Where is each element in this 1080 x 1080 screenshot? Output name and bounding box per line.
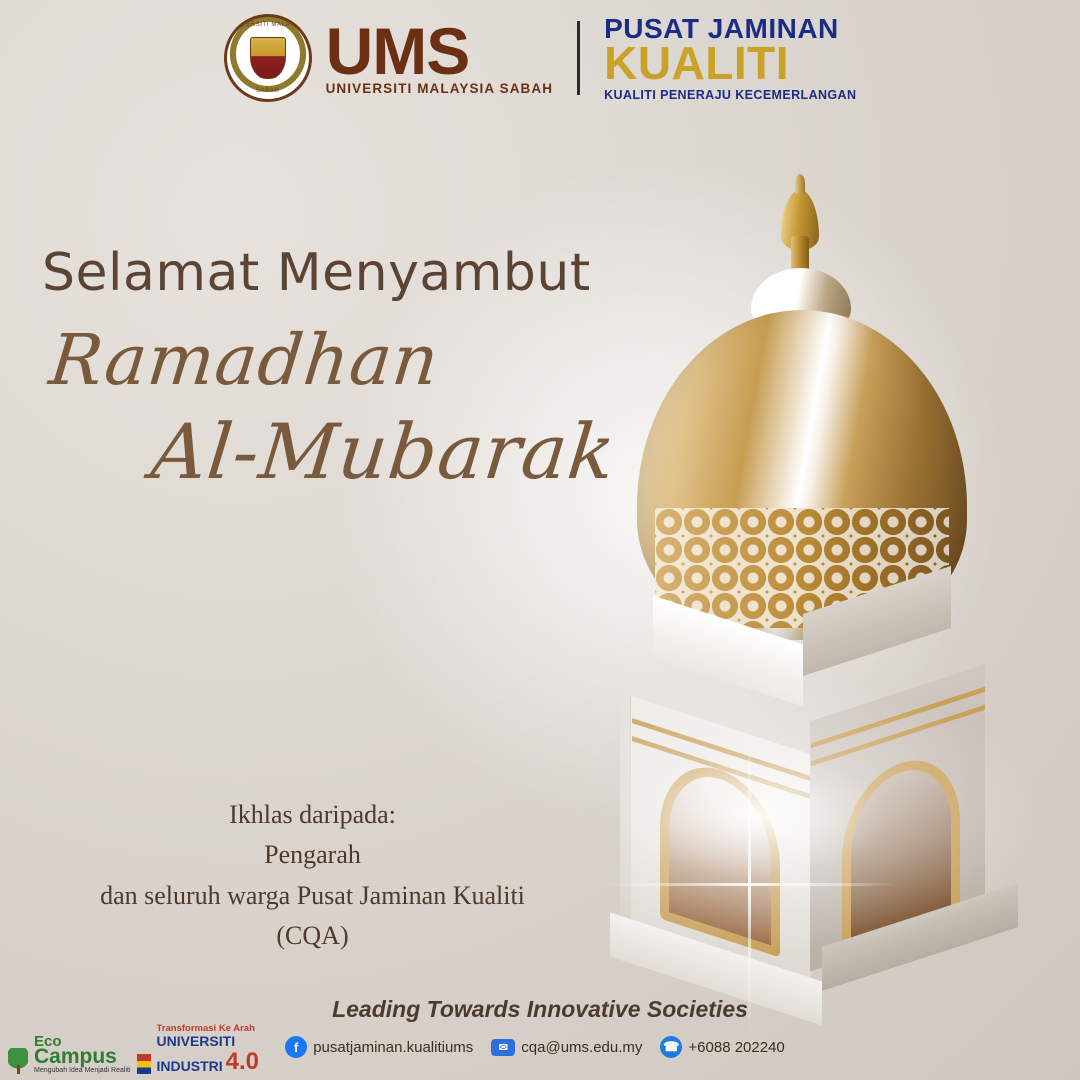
contact-facebook[interactable]: [285, 1036, 473, 1058]
footer-badges: [8, 1024, 259, 1074]
crest-bottom-text: SABAH: [255, 88, 280, 94]
greeting-line-3: Al-Mubarak: [147, 407, 620, 496]
ramadan-lantern-illustration: [560, 95, 1060, 995]
pjk-tagline: KUALITI PENERAJU KECEMERLANGAN: [604, 87, 857, 102]
lantern-dome-group: [615, 190, 985, 690]
signoff-line-3: dan seluruh warga Pusat Jaminan Kualiti: [100, 880, 525, 910]
logo-divider: [577, 21, 580, 95]
pjk-line2: KUALITI: [604, 36, 790, 89]
industry-number: 4.0: [225, 1047, 260, 1075]
ums-logo-lockup: [0, 14, 1080, 102]
industry-40-logo: [157, 1024, 260, 1074]
greeting-line-1: Selamat Menyambut: [42, 243, 591, 303]
contact-email[interactable]: [491, 1039, 642, 1056]
eco-campus-logo: [34, 1034, 131, 1074]
eco-line2: Campus: [34, 1045, 117, 1068]
lantern-base-group: [580, 685, 1020, 1015]
greeting-line-2: Ramadhan: [45, 319, 444, 401]
eco-line3: Mengubah Idea Menjadi Realiti: [34, 1067, 131, 1074]
contact-facebook-label: pusatjaminan.kualitiums: [313, 1038, 474, 1056]
poster-footer: [0, 988, 1080, 1080]
signoff-line-4: (CQA): [276, 920, 349, 950]
ums-crest-icon: [224, 14, 312, 102]
crest-top-text: UNIVERSITI MALAYSIA: [229, 22, 306, 28]
contact-phone-label: +6088 202240: [688, 1038, 785, 1056]
signoff-line-1: Ikhlas daripada:: [229, 800, 396, 829]
flag-icon: [137, 1054, 151, 1074]
crest-shield-icon: [250, 37, 286, 79]
pjk-wordmark: [604, 12, 857, 102]
facebook-icon: f: [285, 1036, 307, 1058]
ums-abbrev: UMS: [325, 13, 470, 88]
industry-line3: INDUSTRI: [156, 1058, 223, 1075]
signoff-line-2: Pengarah: [264, 840, 361, 870]
phone-icon: ☎: [660, 1036, 682, 1058]
ums-wordmark: [325, 13, 554, 96]
email-icon: ✉: [491, 1039, 515, 1056]
industry-line2: UNIVERSITI: [156, 1033, 236, 1050]
greeting-headline: [42, 243, 662, 496]
signoff-block: [0, 795, 625, 956]
contact-email-label: cqa@ums.edu.my: [521, 1038, 643, 1056]
industry-line1: Transformasi Ke Arah: [156, 1023, 255, 1035]
eco-line1: Eco: [34, 1033, 62, 1050]
pjk-line1: PUSAT JAMINAN: [604, 12, 839, 44]
ums-fullname: UNIVERSITI MALAYSIA SABAH: [325, 80, 554, 96]
contact-phone[interactable]: [660, 1036, 784, 1058]
tree-icon: [8, 1048, 28, 1074]
footer-tagline: Leading Towards Innovative Societies: [332, 996, 748, 1022]
